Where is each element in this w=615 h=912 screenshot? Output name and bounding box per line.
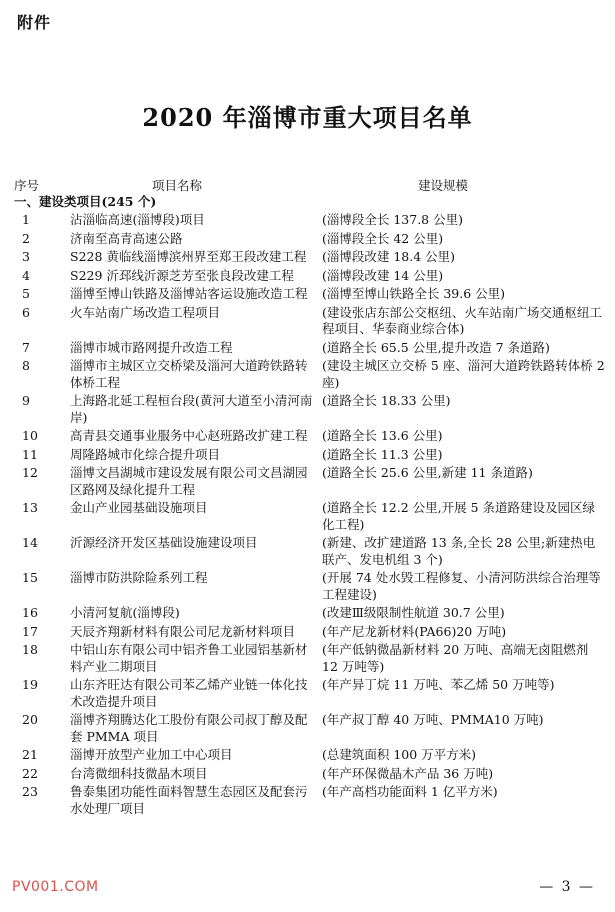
construction-scale: (年产环保微晶木产品 36 万吨) xyxy=(322,765,494,781)
project-name: 淄博开放型产业加工中心项目 xyxy=(70,747,233,762)
table-row xyxy=(0,605,615,622)
row-number: 2 xyxy=(22,230,30,246)
project-name: 小清河复航(淄博段) xyxy=(70,605,180,620)
row-number: 9 xyxy=(22,393,30,408)
project-name: 济南至高青高速公路 xyxy=(70,230,183,246)
project-name: 火车站南广场改造工程项目 xyxy=(70,304,221,320)
project-name: 天辰齐翔新材料有限公司尼龙新材料项目 xyxy=(70,623,296,639)
project-name: 淄博市城市路网提升改造工程 xyxy=(70,339,233,355)
construction-scale: (淄博段全长 42 公里) xyxy=(322,230,444,246)
table-row xyxy=(0,712,615,745)
row-number: 21 xyxy=(22,747,38,762)
construction-scale: (年产尼龙新材料(PA66)20 万吨) xyxy=(322,623,507,639)
table-row xyxy=(0,268,615,285)
construction-scale: (淄博段改建 18.4 公里) xyxy=(322,249,456,264)
page-number: — 3 — xyxy=(539,879,595,895)
construction-scale: (道路全长 25.6 公里,新建 11 条道路) xyxy=(322,465,533,480)
row-number: 15 xyxy=(22,570,38,585)
row-number: 8 xyxy=(22,358,30,373)
table-row xyxy=(0,447,615,464)
construction-scale: (道路全长 13.6 公里) xyxy=(322,428,443,443)
row-number: 12 xyxy=(22,465,38,480)
table-row xyxy=(0,286,615,303)
attachment-label: 附件 xyxy=(17,13,52,32)
row-number: 20 xyxy=(22,712,38,727)
row-number: 7 xyxy=(22,339,30,355)
row-number: 17 xyxy=(22,623,38,639)
construction-scale: (道路全长 65.5 公里,提升改造 7 条道路) xyxy=(322,339,550,355)
table-row xyxy=(0,747,615,764)
table-row xyxy=(0,766,615,783)
row-number: 22 xyxy=(22,765,38,781)
project-name: 金山产业园基础设施项目 xyxy=(70,500,208,515)
construction-scale: (建设主城区立交桥 5 座、淄河大道跨铁路转体桥 2 座) xyxy=(322,358,605,390)
construction-scale: (年产低钠微晶新材料 20 万吨、高端无卤阻燃剂 12 万吨等) xyxy=(322,642,589,674)
table-row xyxy=(0,535,615,568)
header-no: 序号 xyxy=(14,178,40,193)
table-row xyxy=(0,677,615,710)
table-row xyxy=(0,305,615,338)
construction-scale: (开展 74 处水毁工程修复、小清河防洪综合治理等工程建设) xyxy=(322,570,601,602)
project-name: 淄博文昌湖城市建设发展有限公司文昌湖园区路网及绿化提升工程 xyxy=(70,465,308,497)
construction-scale: (年产高档功能面料 1 亿平方米) xyxy=(322,784,498,799)
table-row xyxy=(0,428,615,445)
project-name: 淄博齐翔腾达化工股份有限公司叔丁醇及配套 PMMA 项目 xyxy=(70,712,308,744)
project-name: 淄博至博山铁路及淄博站客运设施改造工程 xyxy=(70,286,308,301)
table-row xyxy=(0,500,615,533)
row-number: 5 xyxy=(22,286,30,301)
project-name: 高青县交通事业服务中心赵班路改扩建工程 xyxy=(70,428,308,443)
construction-scale: (淄博至博山铁路全长 39.6 公里) xyxy=(322,286,506,301)
table-row xyxy=(0,212,615,229)
construction-scale: (道路全长 11.3 公里) xyxy=(322,446,443,462)
row-number: 10 xyxy=(22,428,38,443)
page-title: 2020 年淄博市重大项目名单 xyxy=(142,103,473,132)
project-name: S229 沂邳线沂源芝芳至张良段改建工程 xyxy=(70,267,294,283)
row-number: 1 xyxy=(22,212,30,227)
row-number: 4 xyxy=(22,267,30,283)
construction-scale: (道路全长 18.33 公里) xyxy=(322,393,451,408)
section-heading: 一、建设类项目(245 个) xyxy=(14,194,157,209)
project-name: 山东齐旺达有限公司苯乙烯产业链一体化技术改造提升项目 xyxy=(70,677,308,709)
project-name: 中铝山东有限公司中铝齐鲁工业园铝基新材料产业二期项目 xyxy=(70,642,308,674)
row-number: 3 xyxy=(22,249,30,264)
project-name: 沂源经济开发区基础设施建设项目 xyxy=(70,535,258,550)
row-number: 11 xyxy=(22,446,38,462)
table-row xyxy=(0,570,615,603)
table-row xyxy=(0,231,615,248)
construction-scale: (道路全长 12.2 公里,开展 5 条道路建设及园区绿化工程) xyxy=(322,500,596,532)
project-name: 鲁泰集团功能性面料智慧生态园区及配套污水处理厂项目 xyxy=(70,784,308,816)
project-name: 淄博市主城区立交桥梁及淄河大道跨铁路转体桥工程 xyxy=(70,358,308,390)
project-name: S228 黄临线淄博滨州界至郑王段改建工程 xyxy=(70,249,307,264)
construction-scale: (淄博段改建 14 公里) xyxy=(322,267,444,283)
table-row xyxy=(0,340,615,357)
construction-scale: (年产叔丁醇 40 万吨、PMMA10 万吨) xyxy=(322,712,544,727)
table-row xyxy=(0,465,615,498)
row-number: 18 xyxy=(22,642,38,657)
header-scale: 建设规模 xyxy=(418,178,469,193)
construction-scale: (年产异丁烷 11 万吨、苯乙烯 50 万吨等) xyxy=(322,677,555,692)
header-name: 项目名称 xyxy=(152,178,203,193)
table-row xyxy=(0,784,615,817)
table-row xyxy=(0,624,615,641)
table-row xyxy=(0,249,615,266)
row-number: 16 xyxy=(22,605,38,620)
project-name: 上海路北延工程桓台段(黄河大道至小清河南岸) xyxy=(70,393,313,425)
table-row xyxy=(0,393,615,426)
row-number: 19 xyxy=(22,677,38,692)
watermark: PV001.COM xyxy=(12,879,99,895)
project-name: 沾淄临高速(淄博段)项目 xyxy=(70,212,205,227)
row-number: 14 xyxy=(22,535,38,550)
construction-scale: (淄博段全长 137.8 公里) xyxy=(322,212,463,227)
construction-scale: (建设张店东部公交枢纽、火车站南广场交通枢纽工程项目、华泰商业综合体) xyxy=(322,304,602,336)
project-name: 台湾微细科技微晶木项目 xyxy=(70,765,208,781)
project-name: 淄博市防洪除险系列工程 xyxy=(70,570,208,585)
project-table xyxy=(0,212,615,819)
construction-scale: (改建Ⅲ级限制性航道 30.7 公里) xyxy=(322,605,505,620)
table-row xyxy=(0,642,615,675)
construction-scale: (总建筑面积 100 万平方米) xyxy=(322,747,477,762)
row-number: 23 xyxy=(22,784,38,799)
construction-scale: (新建、改扩建道路 13 条,全长 28 公里;新建热电联产、发电机组 3 个) xyxy=(322,535,596,567)
table-row xyxy=(0,358,615,391)
row-number: 6 xyxy=(22,304,30,320)
row-number: 13 xyxy=(22,500,38,515)
project-name: 周隆路城市化综合提升项目 xyxy=(70,446,221,462)
